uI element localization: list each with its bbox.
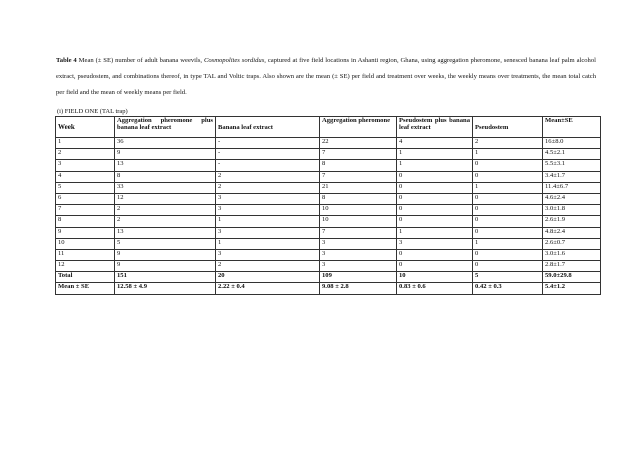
cell-pheromone: 22 bbox=[320, 138, 397, 149]
cell-pseudostem: 0 bbox=[473, 193, 543, 204]
cell-pheromone-plus-leaf-extract: 9 bbox=[115, 149, 216, 160]
cell-mean-se: 4.6±2.4 bbox=[543, 193, 601, 204]
total-row bbox=[56, 272, 601, 283]
cell-week: 2 bbox=[56, 149, 115, 160]
cell-pseudostem: 0 bbox=[473, 205, 543, 216]
table-row bbox=[56, 149, 601, 160]
cell-pheromone: 21 bbox=[320, 182, 397, 193]
cell-pheromone-plus-leaf-extract: 2 bbox=[115, 216, 216, 227]
cell-leaf-extract: 20 bbox=[216, 272, 320, 283]
cell-mean-se: 4.8±2.4 bbox=[543, 227, 601, 238]
cell-pheromone-plus-leaf-extract: 33 bbox=[115, 182, 216, 193]
cell-leaf-extract: 3 bbox=[216, 227, 320, 238]
table-label: Table 4 bbox=[56, 57, 77, 64]
data-table bbox=[55, 116, 601, 295]
cell-leaf-extract: - bbox=[216, 149, 320, 160]
cell-week: 4 bbox=[56, 171, 115, 182]
cell-pheromone: 9.08 ± 2.8 bbox=[320, 283, 397, 294]
table-row bbox=[56, 193, 601, 204]
cell-week: 5 bbox=[56, 182, 115, 193]
cell-mean-se: 11.4±6.7 bbox=[543, 182, 601, 193]
cell-week: 10 bbox=[56, 238, 115, 249]
cell-pseudostem-plus-leaf-extract: 1 bbox=[397, 149, 473, 160]
species-name: Cosmopolites sordidus bbox=[203, 57, 265, 64]
cell-pseudostem-plus-leaf-extract: 0 bbox=[397, 171, 473, 182]
cell-leaf-extract: 1 bbox=[216, 238, 320, 249]
table-row bbox=[56, 171, 601, 182]
cell-week: 3 bbox=[56, 160, 115, 171]
cell-leaf-extract: - bbox=[216, 160, 320, 171]
cell-mean-se: 5.5±3.1 bbox=[543, 160, 601, 171]
table-row bbox=[56, 205, 601, 216]
cell-pseudostem: 0 bbox=[473, 227, 543, 238]
cell-pheromone-plus-leaf-extract: 12.58 ± 4.9 bbox=[115, 283, 216, 294]
table-row bbox=[56, 182, 601, 193]
cell-pseudostem-plus-leaf-extract: 0.83 ± 0.6 bbox=[397, 283, 473, 294]
cell-pheromone-plus-leaf-extract: 151 bbox=[115, 272, 216, 283]
cell-pseudostem-plus-leaf-extract: 0 bbox=[397, 205, 473, 216]
cell-pseudostem: 1 bbox=[473, 182, 543, 193]
cell-mean-se: 5.4±1.2 bbox=[543, 283, 601, 294]
cell-pseudostem-plus-leaf-extract: 10 bbox=[397, 272, 473, 283]
cell-pseudostem: 2 bbox=[473, 138, 543, 149]
cell-mean-se: 3.4±1.7 bbox=[543, 171, 601, 182]
table-row bbox=[56, 238, 601, 249]
cell-mean-se: 2.6±0.7 bbox=[543, 238, 601, 249]
cell-leaf-extract: 2 bbox=[216, 182, 320, 193]
cell-pheromone-plus-leaf-extract: 9 bbox=[115, 261, 216, 272]
table-caption bbox=[56, 53, 596, 101]
cell-mean-se: 3.0±1.6 bbox=[543, 249, 601, 260]
cell-week: 9 bbox=[56, 227, 115, 238]
mean-row bbox=[56, 283, 601, 294]
cell-week: Mean ± SE bbox=[56, 283, 115, 294]
cell-pheromone: 109 bbox=[320, 272, 397, 283]
table-row bbox=[56, 261, 601, 272]
cell-pheromone: 7 bbox=[320, 149, 397, 160]
cell-week: 1 bbox=[56, 138, 115, 149]
cell-pseudostem: 0 bbox=[473, 216, 543, 227]
cell-pheromone-plus-leaf-extract: 12 bbox=[115, 193, 216, 204]
header-pheromone: Aggregation pheromone bbox=[320, 117, 397, 138]
cell-pseudostem-plus-leaf-extract: 0 bbox=[397, 216, 473, 227]
cell-pheromone: 10 bbox=[320, 205, 397, 216]
cell-pseudostem: 0 bbox=[473, 261, 543, 272]
cell-leaf-extract: 2 bbox=[216, 261, 320, 272]
cell-pseudostem-plus-leaf-extract: 1 bbox=[397, 160, 473, 171]
table-row bbox=[56, 249, 601, 260]
cell-leaf-extract: 2 bbox=[216, 171, 320, 182]
cell-pheromone: 3 bbox=[320, 261, 397, 272]
cell-pheromone: 8 bbox=[320, 160, 397, 171]
cell-week: 8 bbox=[56, 216, 115, 227]
cell-pheromone: 3 bbox=[320, 238, 397, 249]
caption-text-after: , captured at five field locations in Ashanti region, Ghana, using aggregation pheromone, senesced banana leaf palm alcohol extract, pseudostem, and combinations thereof, in type TAL and Voltic traps. Also shown are the mean (± SE) per field and treatment over weeks, the weekly means over treatments, the mean total catch per field and the mean of weekly means per field. bbox=[56, 57, 596, 96]
cell-pseudostem-plus-leaf-extract: 4 bbox=[397, 138, 473, 149]
cell-mean-se: 2.6±1.9 bbox=[543, 216, 601, 227]
cell-leaf-extract: 1 bbox=[216, 216, 320, 227]
cell-pseudostem-plus-leaf-extract: 0 bbox=[397, 193, 473, 204]
cell-pheromone-plus-leaf-extract: 36 bbox=[115, 138, 216, 149]
cell-pseudostem: 0 bbox=[473, 249, 543, 260]
header-pseudostem-plus-leaf-extract: Pseudostem plus banana leaf extract bbox=[397, 117, 473, 138]
header-mean-se: Mean±SE bbox=[543, 117, 601, 138]
header-pheromone-plus-leaf-extract: Aggregation pheromone plus banana leaf extract bbox=[115, 117, 216, 138]
cell-mean-se: 2.8±1.7 bbox=[543, 261, 601, 272]
cell-mean-se: 3.0±1.8 bbox=[543, 205, 601, 216]
cell-pseudostem-plus-leaf-extract: 0 bbox=[397, 182, 473, 193]
table-row bbox=[56, 227, 601, 238]
cell-pheromone-plus-leaf-extract: 8 bbox=[115, 171, 216, 182]
cell-week: 12 bbox=[56, 261, 115, 272]
cell-pseudostem-plus-leaf-extract: 3 bbox=[397, 238, 473, 249]
cell-mean-se: 4.5±2.1 bbox=[543, 149, 601, 160]
cell-pheromone-plus-leaf-extract: 5 bbox=[115, 238, 216, 249]
cell-pseudostem: 1 bbox=[473, 149, 543, 160]
caption-text-before: Mean (± SE) number of adult banana weevils, bbox=[76, 57, 204, 64]
cell-mean-se: 16±8.0 bbox=[543, 138, 601, 149]
cell-pheromone: 10 bbox=[320, 216, 397, 227]
cell-pseudostem: 5 bbox=[473, 272, 543, 283]
cell-leaf-extract: - bbox=[216, 138, 320, 149]
cell-mean-se: 59.0±29.8 bbox=[543, 272, 601, 283]
table-body bbox=[56, 138, 601, 295]
cell-pseudostem-plus-leaf-extract: 0 bbox=[397, 261, 473, 272]
section-title: (i) FIELD ONE (TAL trap) bbox=[57, 108, 128, 115]
cell-pheromone: 8 bbox=[320, 193, 397, 204]
cell-week: 6 bbox=[56, 193, 115, 204]
cell-leaf-extract: 2.22 ± 0.4 bbox=[216, 283, 320, 294]
header-row bbox=[56, 117, 601, 138]
table-row bbox=[56, 160, 601, 171]
cell-pheromone-plus-leaf-extract: 13 bbox=[115, 160, 216, 171]
cell-pseudostem: 0.42 ± 0.3 bbox=[473, 283, 543, 294]
cell-pheromone-plus-leaf-extract: 13 bbox=[115, 227, 216, 238]
cell-week: 11 bbox=[56, 249, 115, 260]
cell-week: 7 bbox=[56, 205, 115, 216]
cell-pheromone: 7 bbox=[320, 171, 397, 182]
cell-pseudostem: 0 bbox=[473, 160, 543, 171]
cell-pseudostem: 0 bbox=[473, 171, 543, 182]
cell-leaf-extract: 3 bbox=[216, 249, 320, 260]
header-leaf-extract: Banana leaf extract bbox=[216, 117, 320, 138]
table-row bbox=[56, 216, 601, 227]
cell-week: Total bbox=[56, 272, 115, 283]
cell-pheromone: 7 bbox=[320, 227, 397, 238]
cell-pheromone-plus-leaf-extract: 9 bbox=[115, 249, 216, 260]
cell-pheromone: 3 bbox=[320, 249, 397, 260]
header-week: Week bbox=[56, 117, 115, 138]
cell-leaf-extract: 3 bbox=[216, 205, 320, 216]
header-pseudostem: Pseudostem bbox=[473, 117, 543, 138]
cell-pseudostem: 1 bbox=[473, 238, 543, 249]
cell-pheromone-plus-leaf-extract: 2 bbox=[115, 205, 216, 216]
cell-leaf-extract: 3 bbox=[216, 193, 320, 204]
cell-pseudostem-plus-leaf-extract: 0 bbox=[397, 249, 473, 260]
cell-pseudostem-plus-leaf-extract: 1 bbox=[397, 227, 473, 238]
table-row bbox=[56, 138, 601, 149]
